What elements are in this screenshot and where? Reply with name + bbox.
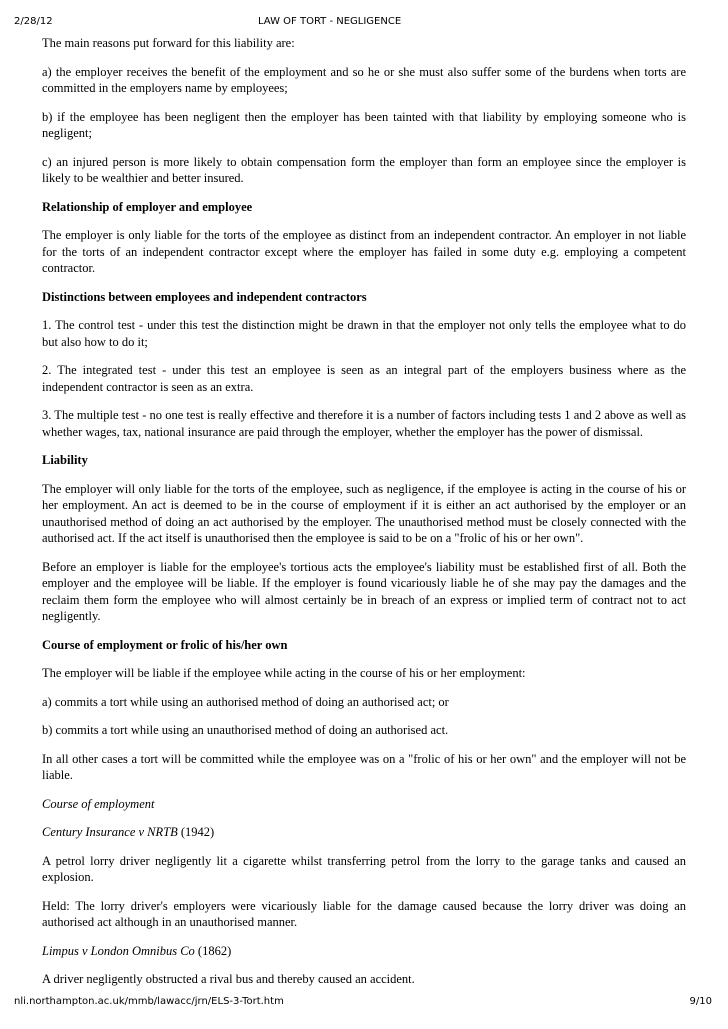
case-citation	[42, 824, 686, 841]
document-body	[42, 35, 686, 1000]
page-header	[0, 16, 728, 30]
paragraph: 3. The multiple test - no one test is really effective and therefore it is a number of factors including tests 1 and 2 above as well as whether wages, tax, national insurance are paid through the employer, whether the employer has the power of dismissal.	[42, 408, 686, 439]
paragraph: c) an injured person is more likely to obtain compensation form the employer than form an employee since the employer is likely to be wealthier and better insured.	[42, 154, 686, 185]
paragraph: The main reasons put forward for this liability are:	[42, 36, 295, 50]
section-heading: Course of employment or frolic of his/her own	[42, 637, 288, 652]
paragraph: The employer will be liable if the employee while acting in the course of his or her employment:	[42, 666, 526, 680]
case-citation	[42, 943, 686, 960]
paragraph: b) if the employee has been negligent then the employer has been tainted with that liability by employing someone who is negligent;	[42, 109, 686, 140]
paragraph: In all other cases a tort will be committed while the employee was on a "frolic of his or her own" and the employer will not be liable.	[42, 751, 686, 782]
paragraph: b) commits a tort while using an unauthorised method of doing an authorised act.	[42, 723, 449, 737]
paragraph: 2. The integrated test - under this test an employee is seen as an integral part of the employers business where as the independent contractor is seen as an extra.	[42, 363, 686, 394]
paragraph: a) commits a tort while using an authorised method of doing an authorised act; or	[42, 694, 449, 709]
paragraph: a) the employer receives the benefit of the employment and so he or she must also suffer some of the burdens when torts are committed in the employers name by employees;	[42, 64, 686, 95]
case-name: Limpus v London Omnibus Co	[42, 943, 195, 958]
italic-subheading-text: Course of employment	[42, 796, 155, 811]
source-url: nli.northampton.ac.uk/mmb/lawacc/jrn/ELS-3-Tort.htm	[14, 996, 284, 1007]
page-number: 9/10	[689, 996, 712, 1007]
paragraph: A petrol lorry driver negligently lit a cigarette whilst transferring petrol from the lorry to the garage tanks and caused an explosion.	[42, 853, 686, 884]
paragraph: A driver negligently obstructed a rival bus and thereby caused an accident.	[42, 972, 415, 986]
paragraph: 1. The control test - under this test the distinction might be drawn in that the employer not only tells the employee what to do but also how to do it;	[42, 318, 686, 349]
case-name: Century Insurance v NRTB	[42, 825, 178, 839]
case-year: (1862)	[194, 943, 232, 958]
print-date: 2/28/12	[14, 16, 53, 27]
section-heading: Distinctions between employees and independent contractors	[42, 289, 367, 304]
paragraph: The employer will only liable for the torts of the employee, such as negligence, if the employee is acting in the course of his or her employment. An act is deemed to be in the course of employment if it is either an act authorised by the employer or an unauthorised method of doing an act authorised by the employer. The unauthorised method must be closely connected with the authorised act. If the act itself is unauthorised then the employee is said to be on a "frolic of his or her own".	[42, 481, 686, 545]
section-heading: Liability	[42, 453, 88, 467]
case-year: (1942)	[177, 825, 215, 839]
paragraph: Before an employer is liable for the employee's tortious acts the employee's liability must be established first of all. Both the employer and the employee will be liable. If the employer is found vicariously liable he of she may pay the damages and the reclaim them form the employee who will almost certainly be in breach of an express or implied term of contract not to act negligently.	[42, 559, 686, 623]
paragraph: Held: The lorry driver's employers were vicariously liable for the damage caused because the lorry driver was doing an authorised act although in an unauthorised manner.	[42, 898, 686, 929]
section-heading: Relationship of employer and employee	[42, 199, 253, 214]
page-header-title: LAW OF TORT - NEGLIGENCE	[258, 16, 402, 27]
page-footer	[0, 996, 728, 1010]
italic-subheading	[42, 796, 686, 813]
paragraph: The employer is only liable for the torts of the employee as distinct from an independent contractor. An employer in not liable for the torts of an independent contractor except where the employer has failed in some duty e.g. employing a competent contractor.	[42, 228, 686, 275]
